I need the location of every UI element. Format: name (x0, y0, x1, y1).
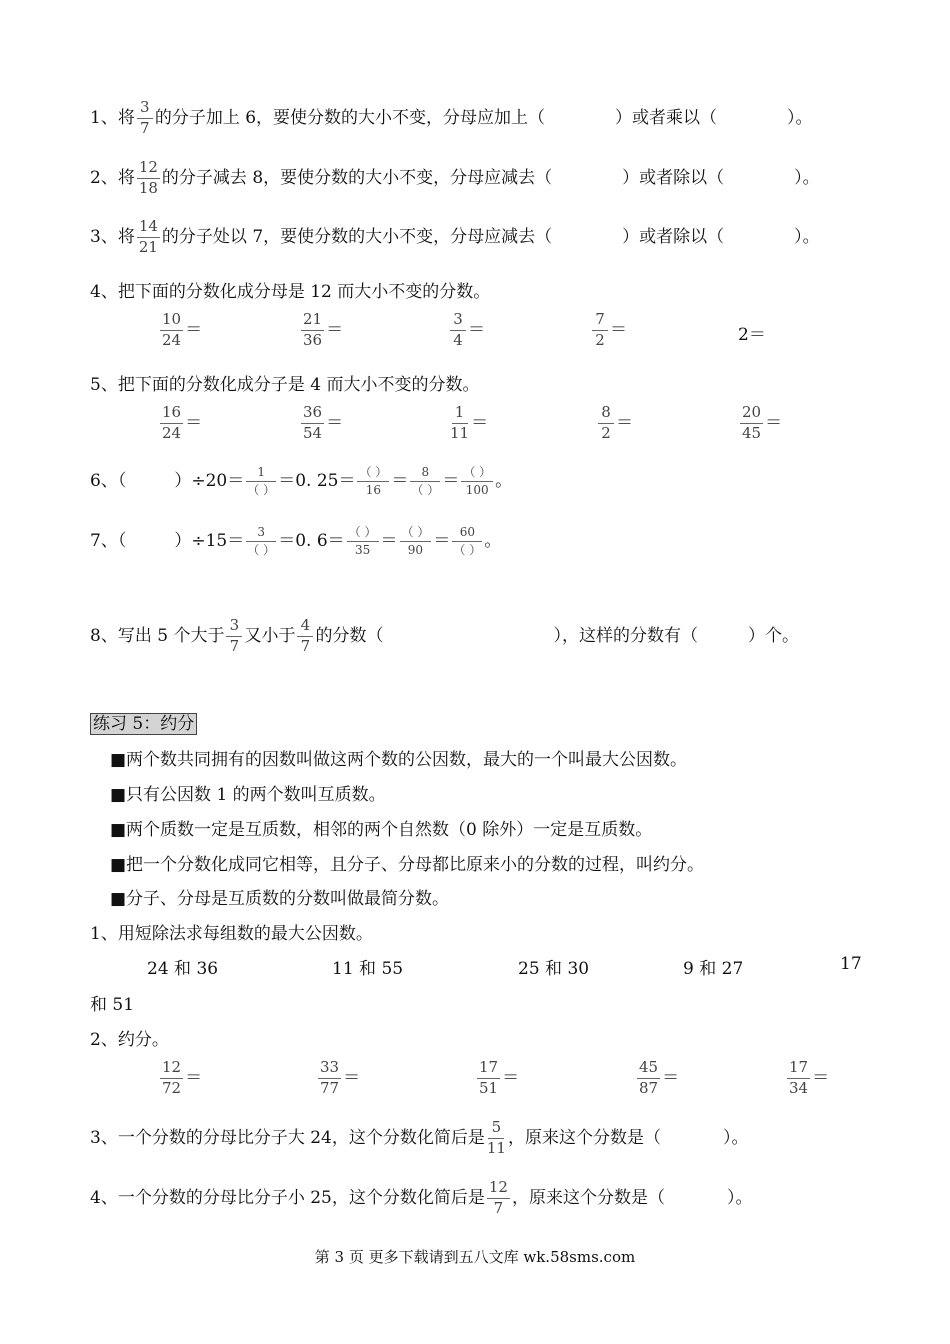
q4-item-1: $\frac{10}{24}$ ＝ (162, 310, 203, 349)
question-6: 6、（ ）÷20＝ $\frac{1}{( )}$ ＝0. 25＝ $\frac{( )}{16}$ ＝ $\frac{8}{( )}$ ＝ $\frac{( )}{100}$ 。 (90, 465, 513, 497)
number-pair: 25 和 30 (518, 959, 590, 979)
question-4-title: 4、把下面的分数化成分母是 12 而大小不变的分数。 (90, 282, 491, 302)
fraction: $\frac{14}{21}$ (138, 217, 158, 256)
exercise-2-title: 2、约分。 (90, 1030, 169, 1050)
q4-item-5: 2＝ (738, 325, 766, 345)
q5-item-1: $\frac{16}{24}$ ＝ (162, 403, 203, 442)
q5-item-4: $\frac{8}{2}$ ＝ (596, 405, 633, 442)
bullet-item: ■把一个分数化成同它相等，且分子、分母都比原来小的分数的过程，叫约分。 (110, 855, 705, 875)
section-heading: 练习 5：约分 (90, 709, 197, 734)
fraction: $\frac{12}{18}$ (138, 158, 158, 197)
number-pair: 24 和 36 (147, 959, 219, 979)
s2-item-5: $\frac{17}{34}$ ＝ (789, 1058, 830, 1097)
s2-item-3: $\frac{17}{51}$ ＝ (479, 1058, 520, 1097)
question-8: 8、写出 5 个大于 $\frac{3}{7}$ 又小于 $\frac{4}{7}$ 的分数（ ），这样的分数有（ ）个。 (90, 616, 799, 655)
question-2: 2、将 $\frac{12}{18}$ 的分子减去 8，要使分数的大小不变，分母应减去（ ）或者除以（ ）。 (90, 158, 820, 197)
page-footer: 第 3 页 更多下载请到五八文库 wk.58sms.com (314, 1248, 636, 1266)
q5-item-2: $\frac{36}{54}$ ＝ (303, 403, 344, 442)
s2-item-1: $\frac{12}{72}$ ＝ (162, 1058, 203, 1097)
question-5-title: 5、把下面的分数化成分子是 4 而大小不变的分数。 (90, 375, 480, 395)
bullet-item: ■分子、分母是互质数的分数叫做最简分数。 (110, 889, 450, 909)
q4-item-4: $\frac{7}{2}$ ＝ (590, 312, 627, 349)
q5-item-3: $\frac{1}{11}$ ＝ (450, 403, 489, 442)
question-3: 3、将 $\frac{14}{21}$ 的分子处以 7，要使分数的大小不变，分母应减去（ ）或者除以（ ）。 (90, 217, 820, 256)
q5-item-5: $\frac{20}{45}$ ＝ (742, 403, 783, 442)
question-7: 7、（ ）÷15＝ $\frac{3}{( )}$ ＝0. 6＝ $\frac{( )}{35}$ ＝ $\frac{( )}{90}$ ＝ $\frac{60}{( )}$ 。 (90, 525, 502, 557)
fraction: $\frac{3}{7}$ (137, 100, 153, 137)
number-pair-wrap: 和 51 (90, 995, 135, 1015)
number-pair: 17 (840, 954, 862, 974)
s2-item-4: $\frac{45}{87}$ ＝ (639, 1058, 680, 1097)
exercise-4: 4、一个分数的分母比分子小 25，这个分数化简后是 $\frac{12}{7}$ ，原来这个分数是（ ）。 (90, 1178, 753, 1217)
q4-item-3: $\frac{3}{4}$ ＝ (448, 312, 485, 349)
exercise-1-title: 1、用短除法求每组数的最大公因数。 (90, 924, 373, 944)
bullet-item: ■两个数共同拥有的因数叫做这两个数的公因数，最大的一个叫最大公因数。 (110, 750, 688, 770)
bullet-item: ■只有公因数 1 的两个数叫互质数。 (110, 785, 386, 805)
number-pair: 9 和 27 (683, 959, 744, 979)
bullet-item: ■两个质数一定是互质数，相邻的两个自然数（0 除外）一定是互质数。 (110, 820, 653, 840)
exercise-3: 3、一个分数的分母比分子大 24，这个分数化简后是 $\frac{5}{11}$ ，原来这个分数是（ ）。 (90, 1118, 749, 1157)
s2-item-2: $\frac{33}{77}$ ＝ (320, 1058, 361, 1097)
question-1: 1、将 $\frac{3}{7}$ 的分子加上 6，要使分数的大小不变，分母应加上（ ）或者乘以（ ）。 (90, 98, 813, 137)
number-pair: 11 和 55 (332, 959, 404, 979)
q4-item-2: $\frac{21}{36}$ ＝ (303, 310, 344, 349)
